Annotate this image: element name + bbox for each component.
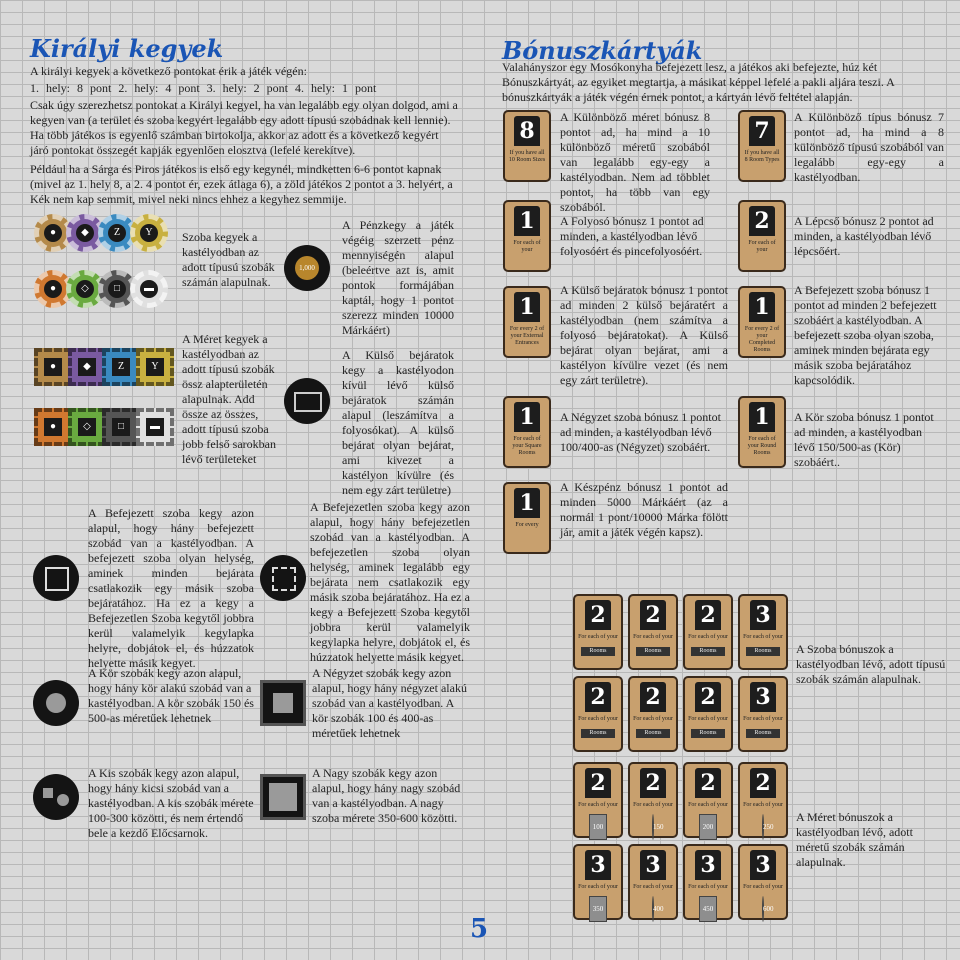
uncompleted-favor-token (260, 555, 306, 601)
page-number: 5 (470, 914, 489, 944)
card-label: For each of your (688, 634, 728, 640)
exit-icon (294, 392, 322, 412)
card-points: 2 (695, 682, 721, 712)
favor-chip-orange: ● (34, 270, 72, 308)
favor-chip-water: ◆ (66, 214, 104, 252)
card-points: 3 (695, 850, 721, 880)
small-room-icon-b (57, 794, 69, 806)
room-size-shape: 400 (652, 896, 654, 922)
room-size-shape: 250 (762, 814, 764, 840)
royal-favors-places: 1. hely: 8 pont 2. hely: 4 pont 3. hely: 2 pont 4. hely: 1 pont (30, 81, 377, 95)
bonus-card-diff-type (738, 110, 786, 182)
room-size-shape: 150 (652, 814, 654, 840)
square-favor-text: A Négyzet szobák kegy azon alapul, hogy hány négyzet alakú szobád van a kastélyodban. A kör szobák 100 és 400-as méretűek lehetnek (312, 666, 467, 740)
card-label: For each of your (688, 802, 728, 808)
card-label: For each of your (633, 716, 673, 722)
size-bonus-card (573, 762, 623, 838)
room-size-shape: 100 (589, 814, 607, 840)
size-chip-green: ◇ (68, 408, 106, 446)
size-chip-gray: □ (102, 408, 140, 446)
card-points: 1 (514, 292, 540, 322)
bonus-completed-text: A Befejezett szoba bónusz 1 pontot ad minden 2 befejezett szobáért a kastélyodban. A befejezett szoba olyan szoba, aminek minden bejárata egy másik szoba bejáratához kapcsolódik. (794, 283, 937, 387)
uncompleted-icon (272, 567, 296, 591)
card-points: 3 (640, 850, 666, 880)
card-label: For every 2 of your Completed Rooms (744, 326, 780, 353)
card-label: For each of your (688, 884, 728, 890)
bonus-diff-size-text: A Különböző méret bónusz 8 pontot ad, ha mind a 10 különböző méretű szobából van legalább egy-egy a kastélyodban. Nem ad többlet pontot, ha több van egy szobából. (560, 110, 710, 214)
bonus-card-diff-size (503, 110, 551, 182)
card-label: For each of your Square Rooms (512, 436, 542, 456)
royal-favors-p3: Például ha a Sárga és Piros játékos is első egy kegynél, mindketten 6-6 pontot kapnak (mivel az 1. hely 8, a 2. 4 pontot ér, ezek átlaga 6), a zöld játékos 2 pontot a 3. helyért, a Kék nem kap semmit, mivel neki nincs ehhez a kegyhez semmije. (30, 162, 453, 206)
size-chip-orange: ● (34, 408, 72, 446)
card-points: 3 (750, 682, 776, 712)
favor-chip-white: ▬ (130, 270, 168, 308)
card-points: 2 (695, 768, 721, 798)
room-bonus-card (628, 594, 678, 670)
room-size-shape: 200 (699, 814, 717, 840)
card-label: For each of your (688, 716, 728, 722)
size-chip-sleep: Z (102, 348, 140, 386)
card-points: 2 (640, 768, 666, 798)
card-points: 3 (750, 850, 776, 880)
bonus-stairs-text: A Lépcső bónusz 2 pontot ad minden, a kastélyodban lévő lépcsőért. (794, 214, 934, 258)
card-label: For every (515, 522, 539, 528)
card-points: 1 (749, 402, 775, 432)
card-points: 2 (749, 206, 775, 236)
card-rooms-label: Rooms (746, 647, 780, 656)
room-bonus-card (738, 594, 788, 670)
room-bonus-card (738, 676, 788, 752)
bonus-corridor-text: A Folyosó bónusz 1 pontot ad minden, a kastélyodban lévő folyosóért és pincefolyosóért. (560, 214, 704, 258)
circle-favor-text: A Kör szobák kegy azon alapul, hogy hány kör alakú szobád van a kastélyodban. A kör szobák 150 és 500-as méretűek lehetnek (88, 666, 254, 725)
money-favor-text: A Pénzkegy a játék végéig szerzett pénz mennyiségén alapul (beleértve azt is, amit pontok formájában kaptál, hogy 1 pontot szerezz minden 10000 Márkáért) (342, 218, 454, 337)
square-room-icon (273, 693, 293, 713)
size-bonus-card (628, 844, 678, 920)
size-chip-cup: Y (136, 348, 174, 386)
card-points: 2 (585, 600, 611, 630)
favor-chip-cup: Y (130, 214, 168, 252)
completed-favor-text: A Befejezett szoba kegy azon alapul, hogy hány befejezett szobád van a kastélyodban. A befejezett szoba olyan helység, aminek minden bejárata csatlakozik egy másik szoba bejáratához. Ha ez a kegy a Befejezetlen Szoba kegytől jobbra kerül valamelyik kegylapka helyre, dobjátok el, és húzzatok helyette másik kegyet. (88, 506, 254, 670)
card-points: 1 (749, 292, 775, 322)
card-label: For each of your (578, 634, 618, 640)
card-rooms-label: Rooms (691, 647, 725, 656)
size-bonus-card (628, 762, 678, 838)
large-favor-text: A Nagy szobák kegy azon alapul, hogy hány nagy szobád van a kastélyodban. A nagy szoba mérete 350-600 közötti. (312, 766, 461, 825)
card-points: 2 (585, 768, 611, 798)
exit-favor-text: A Külső bejáratok kegy a kastélyodon kívül lévő külső bejáratok számán alapul (leszámítva a folyosókat). A külső bejárat olyan bejárat, ami kivezet a kastélyon kívülre (és nem egy zárt területre) (342, 348, 454, 497)
bonus-card-stairs (738, 200, 786, 272)
bonus-cash-text: A Készpénz bónusz 1 pontot ad minden 5000 Márkáért (az a normál 1 pont/10000 Márka fölött jár, amit a játék végén kapsz). (560, 480, 728, 539)
card-label: For each of your (743, 884, 783, 890)
favor-chip-gray: □ (98, 270, 136, 308)
bonus-card-square (503, 396, 551, 468)
royal-favors-title: Királyi kegyek (30, 34, 224, 63)
card-points: 2 (640, 600, 666, 630)
card-label: For each of your (743, 716, 783, 722)
small-favor-token (33, 774, 79, 820)
room-bonus-card (683, 676, 733, 752)
card-label: For each of your (748, 240, 776, 253)
card-label: For each of your (513, 240, 541, 253)
square-favor-token (260, 680, 306, 726)
room-favor-text: Szoba kegyek a kastélyodban az adott típusú szobák számán alapulnak. (182, 230, 275, 289)
card-label: For each of your (578, 884, 618, 890)
bonus-exits-text: A Külső bejáratok bónusz 1 pontot ad minden 2 külső bejáratért a kastélyodban (nem számítva a folyosó bejáratokat). A Külső bejárat olyan bejárat, ami a kastélyon kívülre vezet (és nem egy zárt területre). (560, 283, 728, 387)
size-chip-water: ◆ (68, 348, 106, 386)
small-room-icon-a (43, 788, 53, 798)
card-rooms-label: Rooms (746, 729, 780, 738)
card-points: 2 (695, 600, 721, 630)
uncompleted-favor-text: A Befejezetlen szoba kegy azon alapul, hogy hány befejezetlen szobád van a kastélyodban. A befejezetlen szoba olyan helység, aminek legalább egy bejárata nem csatlakozik egy másik szoba bejáratához. Ha ez a kegy a Befejezett Szoba kegytől jobbra kerül valamelyik kegylapka helyre, dobjátok el, és húzzatok helyette másik kegyet. (310, 500, 470, 664)
small-favor-text: A Kis szobák kegy azon alapul, hogy hány kicsi szobád van a kastélyodban. A kis szobák mérete 100-300 közötti, és nem értendő bele a kezdő Előcsarnok. (88, 766, 254, 840)
size-bonus-card (738, 844, 788, 920)
size-bonus-card (683, 844, 733, 920)
royal-favors-p2: Ha több játékos is egyenlő számban birtokolja, akkor az adott és a következő kegyért járó pontokat összegét kapják egyenlően elosztva (lefelé kerekítve). (30, 128, 439, 157)
card-points: 3 (585, 850, 611, 880)
circle-favor-token (33, 680, 79, 726)
completed-favor-token (33, 555, 79, 601)
large-favor-token (260, 774, 306, 820)
card-label: For each of your (578, 802, 618, 808)
card-label: If you have all 10 Room Sizes (508, 150, 546, 163)
card-label: For each of your (633, 634, 673, 640)
bonus-sizes-text: A Méret bónuszok a kastélyodban lévő, adott méretű szobák számán alapulnak. (796, 810, 913, 869)
card-rooms-label: Rooms (636, 647, 670, 656)
room-bonus-card (683, 594, 733, 670)
card-rooms-label: Rooms (581, 729, 615, 738)
size-bonus-card (683, 762, 733, 838)
card-label: For each of your Round Rooms (747, 436, 777, 456)
card-label: If you have all 8 Room Types (744, 150, 780, 163)
room-bonus-card (573, 594, 623, 670)
card-points: 2 (750, 768, 776, 798)
card-rooms-label: Rooms (636, 729, 670, 738)
size-favor-text: A Méret kegyek a kastélyodban az adott típusú szobák össz alapterületén alapulnak. Add össze az összes, adott típusú szoba jobb felső sarokban lévő területeket (182, 332, 276, 466)
card-points: 2 (640, 682, 666, 712)
room-size-shape: 450 (699, 896, 717, 922)
bonus-diff-type-text: A Különböző típus bónusz 7 pontot ad, ha mind a 8 különböző típusú szobából van legalább egy-egy a kastélyodban. (794, 110, 944, 184)
card-points: 1 (514, 402, 540, 432)
exit-favor-token (284, 378, 330, 424)
bonus-round-text: A Kör szoba bónusz 1 pontot ad minden, a kastélyodban lévő 150/500-as (Kör) szobáért.. (794, 410, 934, 469)
bonus-card-cash (503, 482, 551, 554)
bonus-square-text: A Négyzet szoba bónusz 1 pontot ad minden, a kastélyodban lévő 100/400-as (Négyzet) szobáért. (560, 410, 721, 454)
bonus-rooms-text: A Szoba bónuszok a kastélyodban lévő, adott típusú szobák számán alapulnak. (796, 642, 946, 686)
size-chip-food: ● (34, 348, 72, 386)
favor-chip-sleep: Z (98, 214, 136, 252)
money-favor-token (284, 245, 330, 291)
size-bonus-card (573, 844, 623, 920)
bonus-card-corridor (503, 200, 551, 272)
card-points: 1 (514, 206, 540, 236)
room-bonus-card (628, 676, 678, 752)
bonus-card-completed (738, 286, 786, 358)
card-rooms-label: Rooms (691, 729, 725, 738)
card-points: 2 (585, 682, 611, 712)
card-label: For each of your (578, 716, 618, 722)
coin-icon: 1,000 (295, 256, 319, 280)
card-label: For every 2 of your External Entrances (509, 326, 545, 346)
card-label: For each of your (743, 802, 783, 808)
bonus-cards-intro: Valahányszor egy Mosókonyha befejezett lesz, a játékos aki befejezte, húz két Bónuszkártyát, az egyiket megtartja, a másikat képpel lefelé a pakli aljára teszi. A bónuszkártyák a játék végén érnek pontot, a kártyán lévő feltétel alapján. (502, 60, 895, 104)
bonus-card-exits (503, 286, 551, 358)
favor-chip-green: ◇ (66, 270, 104, 308)
completed-icon (45, 567, 69, 591)
room-size-shape: 350 (589, 896, 607, 922)
card-label: For each of your (743, 634, 783, 640)
room-size-shape: 600 (762, 896, 764, 922)
size-bonus-card (738, 762, 788, 838)
favor-chip-food: ● (34, 214, 72, 252)
size-chip-white: ▬ (136, 408, 174, 446)
card-rooms-label: Rooms (581, 647, 615, 656)
room-bonus-card (573, 676, 623, 752)
card-label: For each of your (633, 884, 673, 890)
circle-room-icon (46, 693, 66, 713)
card-points: 1 (514, 488, 540, 518)
large-room-icon (269, 783, 297, 811)
card-points: 8 (514, 116, 540, 146)
bonus-cards-title: Bónuszkártyák (502, 36, 703, 65)
card-points: 7 (749, 116, 775, 146)
bonus-card-round (738, 396, 786, 468)
royal-favors-p1: Csak úgy szerezhetsz pontokat a Királyi kegyel, ha van legalább egy olyan dolgod, ami a kegyen van (a terület és szoba kegyért legalább egy adott típusú szobádnak kell lennie). (30, 98, 458, 127)
royal-favors-intro: A királyi kegyek a következő pontokat érik a játék végén: (30, 64, 307, 78)
card-label: For each of your (633, 802, 673, 808)
card-points: 3 (750, 600, 776, 630)
